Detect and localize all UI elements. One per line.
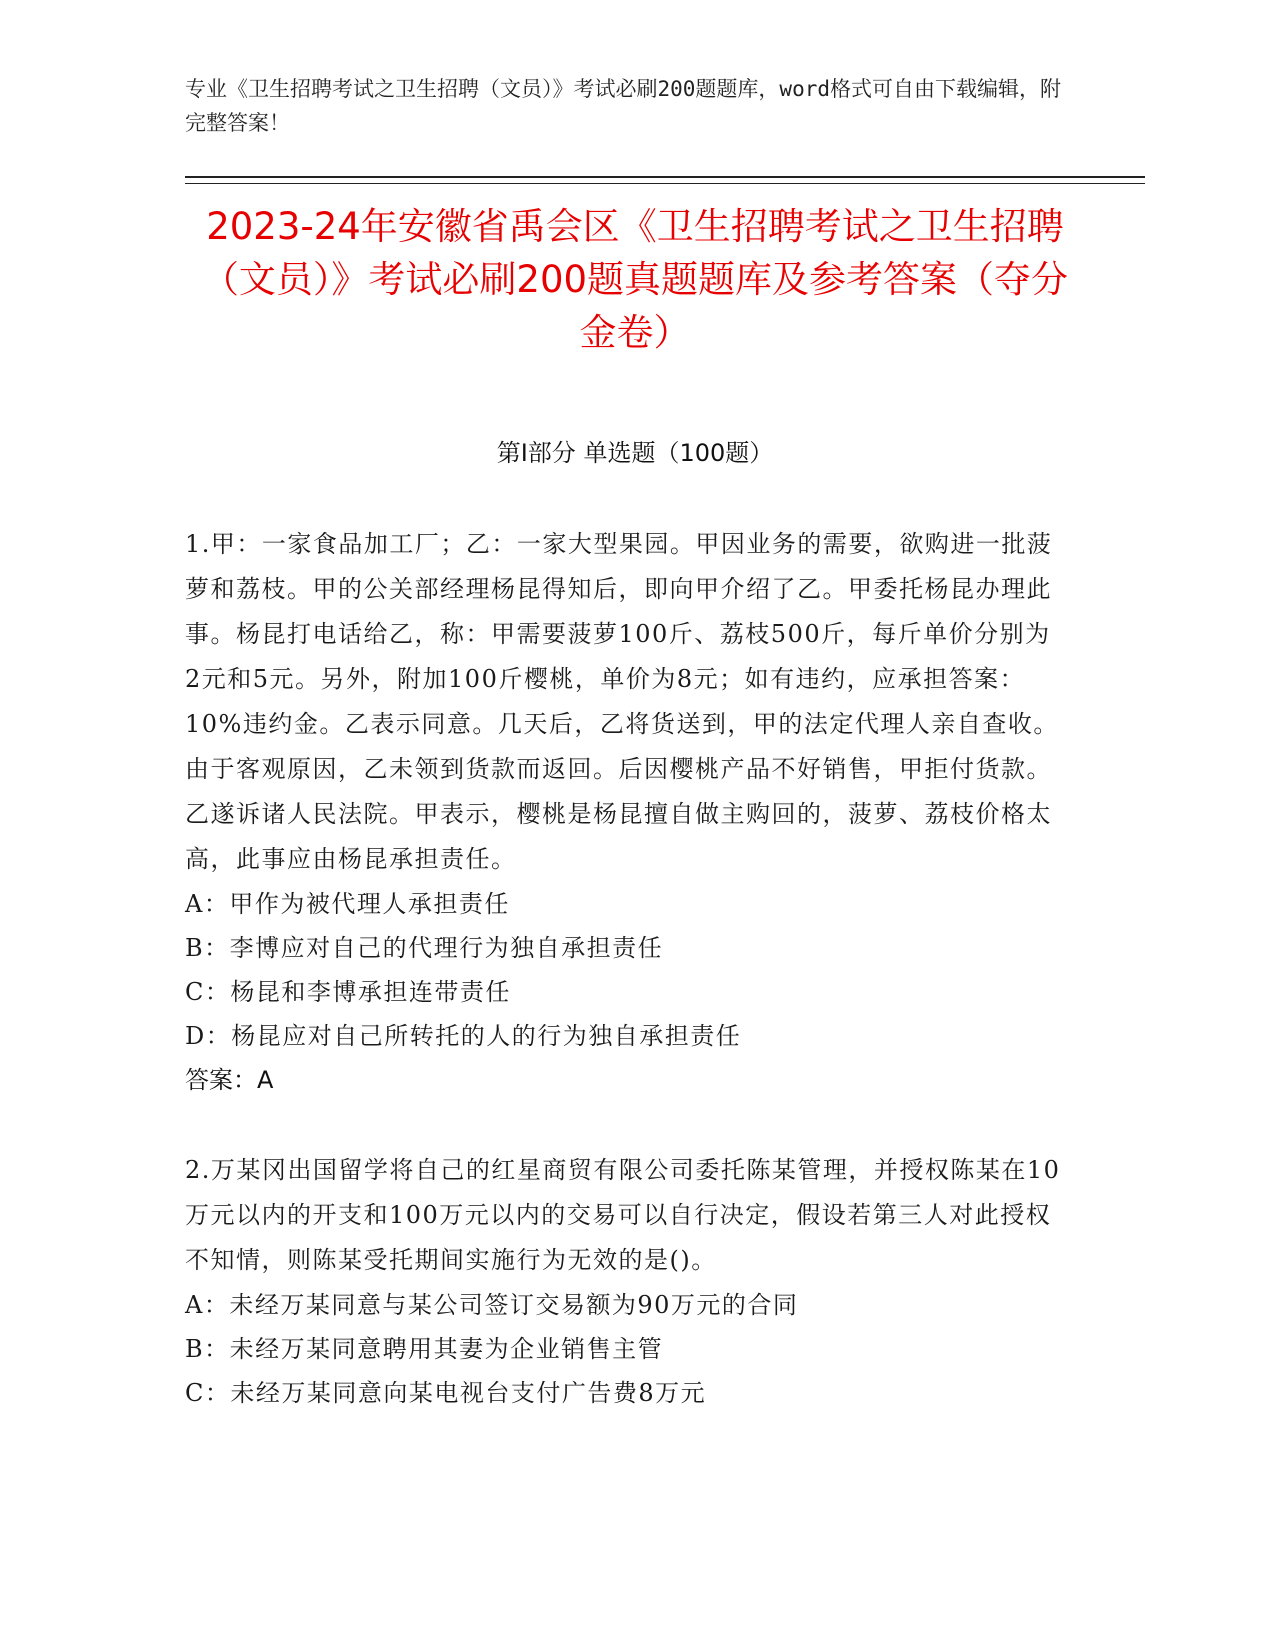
question-1 — [185, 522, 1065, 1102]
header-divider-thin — [185, 183, 1145, 184]
option-b: B：李博应对自己的代理行为独自承担责任 — [185, 934, 664, 962]
header-divider-thick — [185, 176, 1145, 178]
document-title: 2023-24年安徽省禹会区《卫生招聘考试之卫生招聘（文员）》考试必刷200题真题题库及参考答案（夺分金卷） — [201, 205, 1069, 354]
answer: 答案：A — [185, 1066, 274, 1094]
header-note: 专业《卫生招聘考试之卫生招聘（文员）》考试必刷200题题库，word格式可自由下载编辑，附完整答案！ — [185, 77, 1061, 135]
question-text: 2.万某冈出国留学将自己的红星商贸有限公司委托陈某管理，并授权陈某在10万元以内的开支和100万元以内的交易可以自行决定，假设若第三人对此授权不知情，则陈某受托期间实施行为无效的是()。 — [185, 1156, 1061, 1274]
option-c: C：未经万某同意向某电视台支付广告费8万元 — [185, 1379, 707, 1407]
option-c: C：杨昆和李博承担连带责任 — [185, 978, 511, 1006]
option-a: A：未经万某同意与某公司签订交易额为90万元的合同 — [185, 1291, 799, 1319]
question-text: 1.甲：一家食品加工厂；乙：一家大型果园。甲因业务的需要，欲购进一批菠萝和荔枝。甲的公关部经理杨昆得知后，即向甲介绍了乙。甲委托杨昆办理此事。杨昆打电话给乙，称：甲需要菠萝100斤、荔枝500斤，每斤单价分别为2元和5元。另外，附加100斤樱桃，单价为8元；如有违约，应承担答案：10%违约金。乙表示同意。几天后，乙将货送到，甲的法定代理人亲自查收。由于客观原因，乙未领到货款而返回。后因樱桃产品不好销售，甲拒付货款。乙遂诉诸人民法院。甲表示，樱桃是杨昆擅自做主购回的，菠萝、荔枝价格太高，此事应由杨昆承担责任。 — [185, 530, 1059, 873]
option-a: A：甲作为被代理人承担责任 — [185, 890, 510, 918]
option-b: B：未经万某同意聘用其妻为企业销售主管 — [185, 1335, 664, 1363]
question-list — [185, 522, 1065, 1461]
option-d: D：杨昆应对自己所转托的人的行为独自承担责任 — [185, 1022, 742, 1050]
section-heading: 第I部分 单选题（100题） — [496, 439, 774, 467]
question-2 — [185, 1148, 1065, 1415]
